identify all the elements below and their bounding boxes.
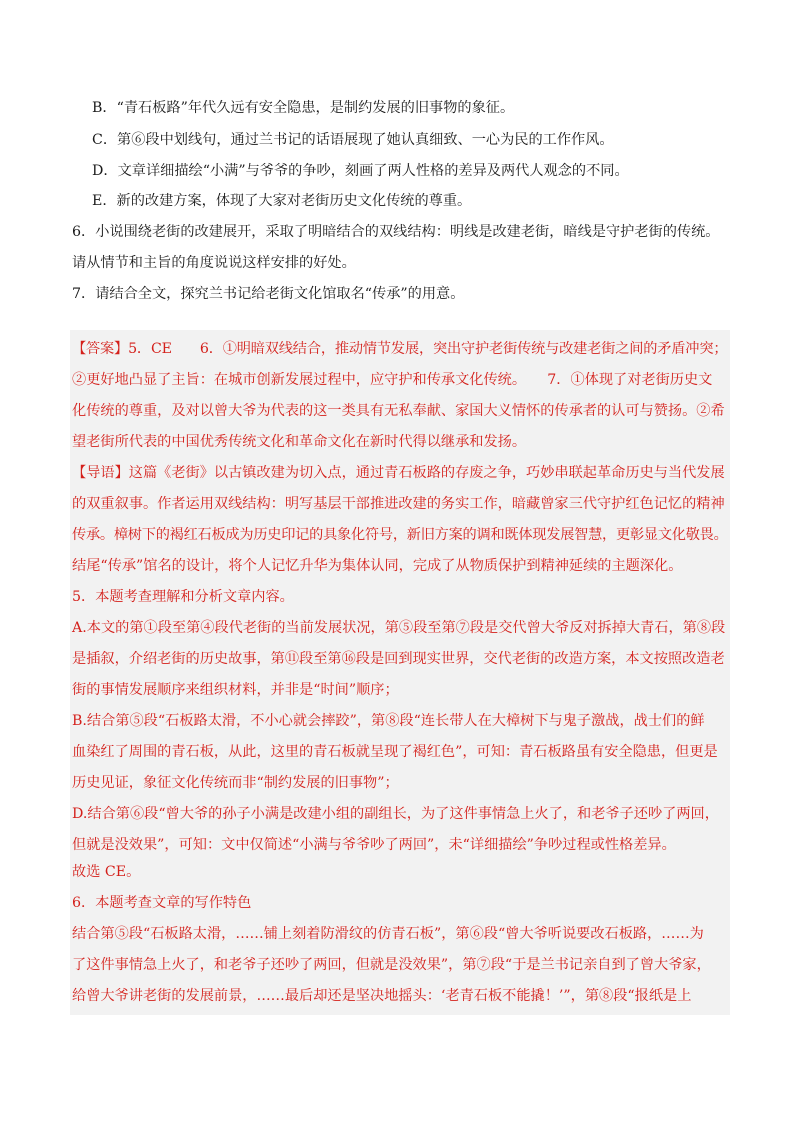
option-b: B．“青石板路”年代久远有安全隐患，是制约发展的旧事物的象征。 — [92, 100, 515, 116]
guide-line: 的双重叙事。作者运用双线结构：明写基层干部推进改建的务实工作，暗藏曾家三代守护红色记忆的精神 — [72, 496, 725, 512]
question-7: 7．请结合全文，探究兰书记给老街文化馆取名“传承”的用意。 — [72, 286, 465, 302]
analysis-line: A.本文的第①段至第④段代老街的当前发展状况，第⑤段至第⑦段是交代曾大爷反对拆掉大青石，第⑧段 — [72, 620, 726, 636]
analysis-line: 了这件事情急上火了，和老爷子还吵了两回，但就是没效果”，第⑦段“于是兰书记亲自到了曾大爷家， — [72, 957, 711, 973]
answer-line: 【答案】5．CE 6．①明暗双线结合，推动情节发展，突出守护老街传统与改建老街之间的矛盾冲突； — [72, 341, 728, 357]
answer-line: ②更好地凸显了主旨：在城市创新发展过程中，应守护和传承文化传统。 7．①体现了对老街历史文 — [72, 372, 713, 388]
analysis-heading-5: 5．本题考查理解和分析文章内容。 — [72, 589, 294, 605]
guide-line: 【导语】这篇《老街》以古镇改建为切入点，通过青石板路的存废之争，巧妙串联起革命历史与当代发展 — [72, 465, 725, 481]
analysis-line: 结合第⑤段“石板路太滑，……铺上刻着防滑纹的仿青石板”，第⑥段“曾大爷听说要改石板路，……为 — [72, 926, 704, 942]
analysis-line: 街的事情发展顺序来组织材料，并非是“时间”顺序； — [72, 682, 399, 698]
guide-line: 结尾“传承”馆名的设计，将个人记忆升华为集体认同，完成了从物质保护到精神延续的主题深化。 — [72, 558, 683, 574]
option-c: C．第⑥段中划线句，通过兰书记的话语展现了她认真细致、一心为民的工作作风。 — [92, 132, 614, 148]
analysis-line: 给曾大爷讲老街的发展前景，……最后却还是坚决地摇头：‘老青石板不能撬！’”，第⑧段“报纸是上 — [72, 988, 692, 1004]
analysis-conclusion: 故选 CE。 — [72, 864, 141, 880]
analysis-line: B.结合第⑤段“石板路太滑，不小心就会摔跤”，第⑧段“连长带人在大樟树下与鬼子激战，战士们的鲜 — [72, 713, 705, 729]
analysis-line: 历史见证，象征文化传统而非“制约发展的旧事物”； — [72, 775, 399, 791]
answer-line: 化传统的尊重，及对以曾大爷为代表的这一类具有无私奉献、家国大义情怀的传承者的认可与赞扬。②希 — [72, 403, 725, 419]
option-d: D．文章详细描绘“小满”与爷爷的争吵，刻画了两人性格的差异及两代人观念的不同。 — [92, 163, 629, 179]
analysis-line: 血染红了周围的青石板，从此，这里的青石板就呈现了褐红色”，可知：青石板路虽有安全隐患，但更是 — [72, 744, 718, 760]
analysis-line: 是插叙，介绍老街的历史故事，第⑪段至第⑯段是回到现实世界，交代老街的改造方案，本文按照改造老 — [72, 651, 725, 667]
analysis-heading-6: 6．本题考查文章的写作特色 — [72, 895, 252, 911]
question-6-continued: 请从情节和主旨的角度说说这样安排的好处。 — [72, 255, 356, 271]
answer-line: 望老街所代表的中国优秀传统文化和革命文化在新时代得以继承和发扬。 — [72, 434, 527, 450]
analysis-line: 但就是没效果”，可知：文中仅简述“小满与爷爷吵了两回”，未“详细描绘”争吵过程或性格差异。 — [72, 837, 676, 853]
question-6: 6．小说围绕老街的改建展开，采取了明暗结合的双线结构：明线是改建老街，暗线是守护老街的传统。 — [72, 224, 720, 240]
answer-analysis-block — [70, 330, 730, 1015]
guide-line: 传承。樟树下的褐红石板成为历史印记的具象化符号，新旧方案的调和既体现发展智慧，更彰显文化敬畏。 — [72, 527, 728, 543]
analysis-line: D.结合第⑥段“曾大爷的孙子小满是改建小组的副组长，为了这件事情急上火了，和老爷子还吵了两回， — [72, 806, 719, 822]
option-e: E．新的改建方案，体现了大家对老街历史文化传统的尊重。 — [92, 193, 472, 209]
